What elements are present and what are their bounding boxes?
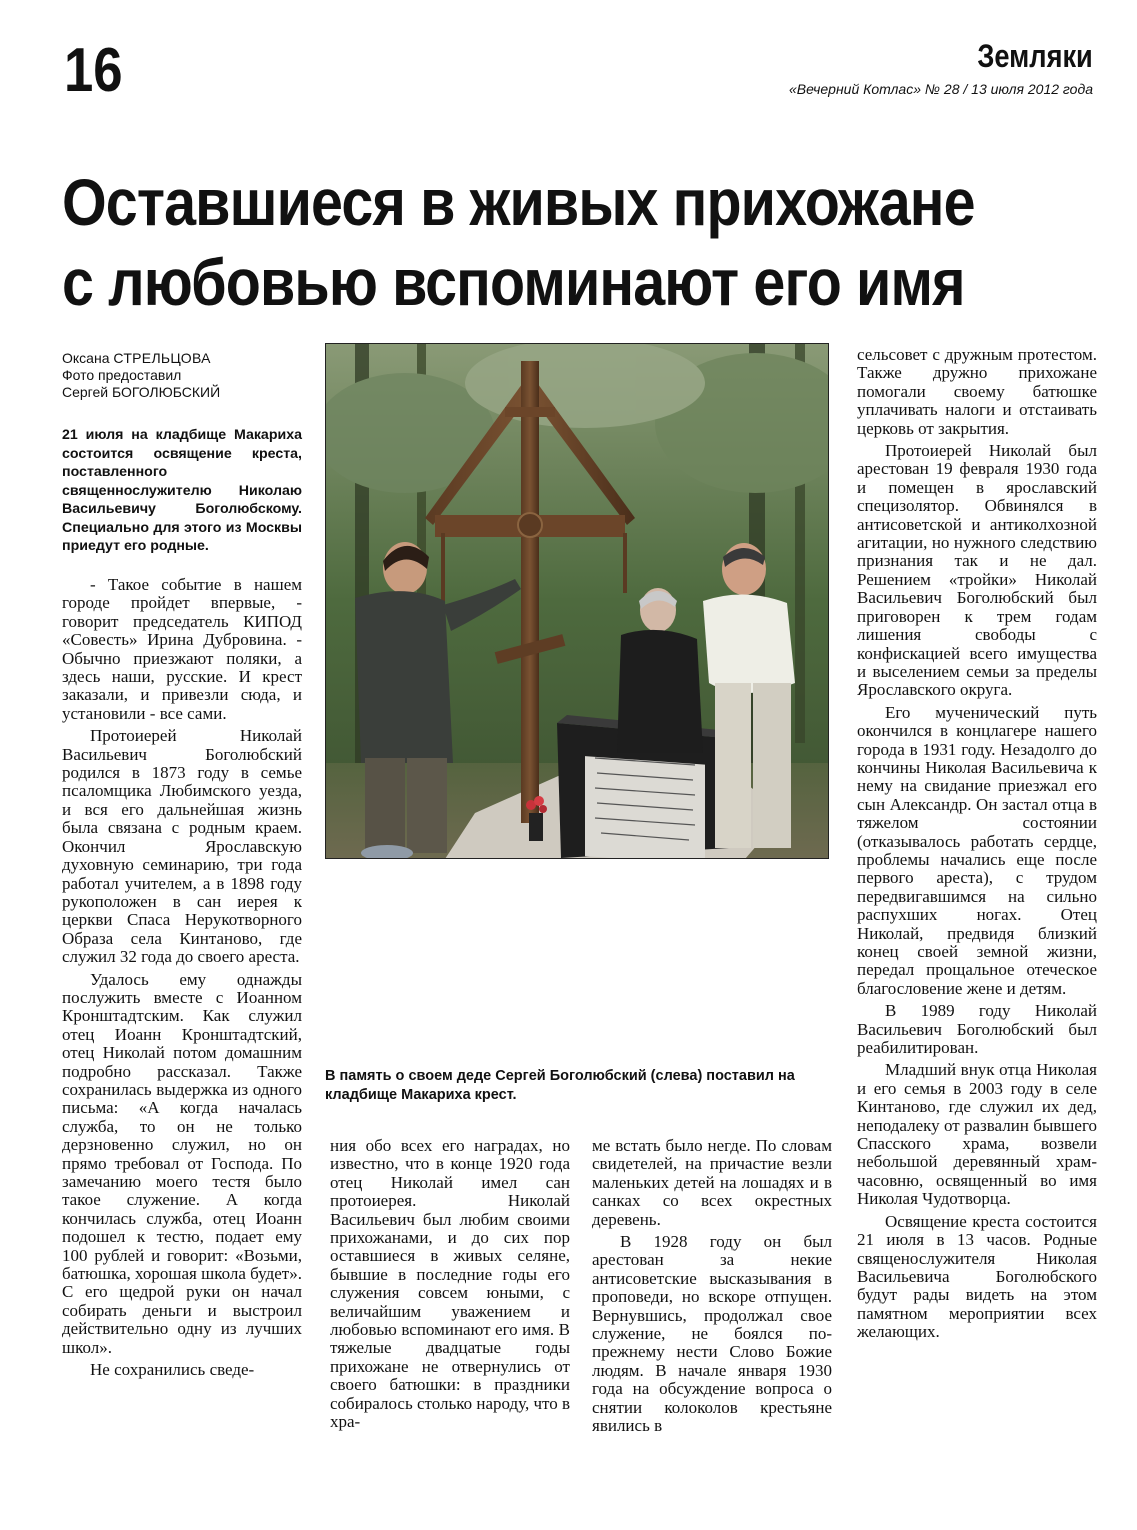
author-last: СТРЕЛЬЦОВА	[113, 350, 211, 366]
article-column-4	[857, 346, 1097, 1346]
paragraph: В 1928 году он был арестован за некие антисоветские высказывания в проповеди, но вскоре отпущен. Вернувшись, продолжал свое служение, не боялся по-прежнему нести Слово Божие людям. В начале января 1930 года на обсуждение вопроса о снятии колоколов крестьяне явились в	[592, 1232, 832, 1436]
issue-line: «Вечерний Котлас» № 28 / 13 июля 2012 года	[789, 81, 1093, 97]
section-name: Земляки	[977, 38, 1093, 74]
paragraph: Удалось ему однажды послужить вместе с Иоанном Кронштадтским. Как служил отец Иоанн Кронштадтский, отец Николай потом домашним подробно рассказал. Также сохранилась выдержка из одного письма: «А когда началась служба, то он не только дерзновенно служил, но он прямо требовал от Господа. По замечанию моего тестя было такое служение. А когда кончилась служба, отец Иоанн подошел к тестю, подает ему 100 рублей и говорит: «Возьми, батюшка, хорошая школа будет». С его щедрой руки он начал собирать деньги и выстроил действительно одну из лучших школ».	[62, 969, 302, 1357]
article-photo	[325, 343, 829, 859]
paragraph: сельсовет с дружным протестом. Также дружно прихожане помогали своему батюшке уплачивать налоги и отстаивать церковь от закрытия.	[857, 345, 1097, 438]
photo-credit: Фото предоставил	[62, 367, 182, 383]
photo-caption: В память о своем деде Сергей Боголюбский (слева) поставил на кладбище Макариха крест.	[325, 1068, 795, 1103]
paragraph: - Такое событие в нашем городе пройдет впервые, - говорит председатель КИПОД «Совесть» Ирина Дубровина. - Обычно приезжают поляки, а здесь наши, русские. И крест заказали, и привезли сюда, и установили - все сами.	[62, 575, 302, 723]
paragraph: Младший внук отца Николая и его семья в 2003 году в селе Кинтаново, где служил их дед, неподалеку от развалин бывшего Спасского храма, возвели небольшой деревянный храм-часовню, освященный во имя Николая Чудотворца.	[857, 1060, 1097, 1209]
article-column-3	[592, 1137, 832, 1440]
photographer-first: Сергей	[62, 384, 112, 400]
page-number: 16	[64, 36, 123, 105]
paragraph: Не сохранились сведе-	[90, 1360, 255, 1380]
photographer	[62, 384, 220, 401]
paragraph: Протоиерей Николай был арестован 19 февраля 1930 года и помещен в ярославский специзолятор. Обвинялся в антисоветской и антиколхозной агитации, но нужного следствию признания так и не дал. Решением «тройки» Николай Васильевич Боголюбский был приговорен к трем годам лишения свободы с конфискацией всего имущества и выселением семьи за пределы Ярославского округа.	[857, 441, 1097, 700]
paragraph: Протоиерей Николай Васильевич Боголюбский родился в 1873 году в семье псаломщика Любимского уезда, и вся его дальнейшая жизнь была связана с родным краем. Окончил Ярославскую духовную семинарию, три года работал учителем, а в 1898 году рукоположен в сан иерея к церкви Спаса Нерукотворного Образа села Кинтаново, где служил 32 года до своего ареста.	[62, 726, 302, 967]
photographer-last: БОГОЛЮБСКИЙ	[111, 384, 221, 400]
headline-line-2: с любовью вспоминают его имя	[62, 245, 965, 319]
paragraph: ния обо всех его наградах, но известно, что в конце 1920 года отец Николай имел сан протоиерея. Николай Васильевич был любим своими прихожанами, и до сих пор оставшиеся в живых селяне, бывшие в последние годы его служения совсем юными, с величайшим уважением и любовью вспоминают его имя. В тяжелые двадцатые годы прихожане не отвернулись от своего батюшки: в праздники собиралось столько народу, что в хра-	[330, 1136, 570, 1432]
paragraph: ме встать было негде. По словам свидетелей, на причастие везли маленьких детей на лошадях и в санках со всех окрестных деревень.	[592, 1136, 832, 1229]
headline-line-1: Оставшиеся в живых прихожане	[62, 165, 975, 239]
paragraph: Освящение креста состоится 21 июля в 13 часов. Родные священослужителя Николая Васильевича Боголюбского будут рады видеть на этом памятном мероприятии всех желающих.	[857, 1211, 1097, 1342]
article-column-2	[330, 1137, 570, 1436]
lead-paragraph: 21 июля на кладбище Макариха состоится освящение креста, поставленного священнослужителю Николаю Васильевичу Боголюбскому. Специально для этого из Москвы приедут его родные.	[62, 427, 302, 554]
author	[62, 350, 220, 367]
byline	[62, 350, 220, 401]
paragraph: В 1989 году Николай Васильевич Боголюбский был реабилитирован.	[857, 1001, 1097, 1058]
paragraph: Его мученический путь окончился в концлагере нашего города в 1931 году. Незадолго до кончины Николая Васильевича к нему на свидание приезжал его сын Александр. Он застал отца в тяжелом состоянии (отказывалось работать сердце, проблемы начались еще после первого ареста), с трудом передвигавшимся на сильно распухших ногах. Отец Николай, предвидя близкий конец своей земной жизни, передал прощальное отеческое благословение жене и детям.	[857, 702, 1097, 998]
author-first: Оксана	[62, 350, 114, 366]
headline	[62, 162, 975, 322]
article-column-1	[62, 576, 302, 1383]
